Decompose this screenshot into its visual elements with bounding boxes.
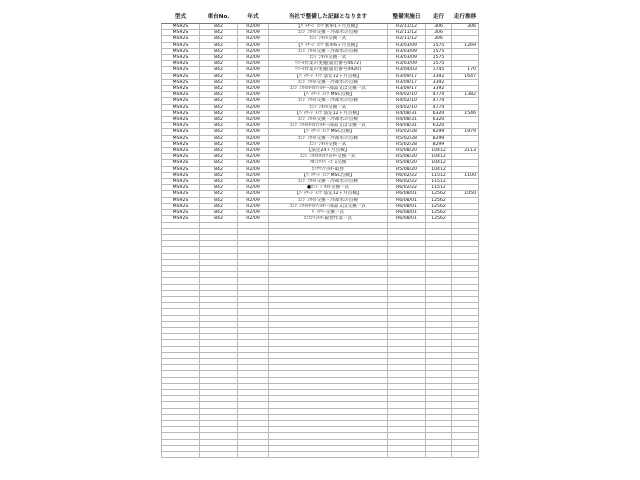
cell-mileage: 8299 xyxy=(426,135,452,141)
maintenance-table xyxy=(161,12,479,458)
cell-model: MS92S xyxy=(162,141,200,147)
cell-year: R2/09 xyxy=(238,210,269,216)
cell-mileage: 8299 xyxy=(426,141,452,147)
empty-cell xyxy=(269,452,388,458)
cell-chassis-no: 842 xyxy=(200,197,238,203)
cell-year: R2/09 xyxy=(238,160,269,166)
cell-year: R2/09 xyxy=(238,30,269,36)
cell-model: MS92S xyxy=(162,98,200,104)
cell-chassis-no: 842 xyxy=(200,179,238,185)
cell-service-date: R3/09/17 xyxy=(388,86,426,92)
cell-service-date: R6/08/01 xyxy=(388,197,426,203)
cell-service-date: R3/03/09 xyxy=(388,55,426,61)
cell-chassis-no: 842 xyxy=(200,160,238,166)
empty-cell xyxy=(452,452,479,458)
cell-year: R2/09 xyxy=(238,79,269,85)
cell-service-date: R4/08/31 xyxy=(388,117,426,123)
cell-year: R2/09 xyxy=(238,135,269,141)
cell-mileage: 8299 xyxy=(426,129,452,135)
cell-year: R2/09 xyxy=(238,166,269,172)
cell-model: MS92S xyxy=(162,36,200,42)
cell-mileage: 11512 xyxy=(426,172,452,178)
cell-year: R2/09 xyxy=(238,48,269,54)
cell-mileage: 12562 xyxy=(426,191,452,197)
cell-chassis-no: 842 xyxy=(200,104,238,110)
cell-service-date: R6/02/22 xyxy=(388,185,426,191)
cell-mileage: 1575 xyxy=(426,42,452,48)
cell-model: MS92S xyxy=(162,197,200,203)
cell-record-note: ﾘｺｰﾙ作業の実施[届出番号4672] xyxy=(269,61,388,67)
cell-record-note: 【ﾊﾟｯｹｰｼﾞﾒﾝﾃ 法定12ヶ月点検】 xyxy=(269,73,388,79)
cell-record-note: ﾌﾛﾝﾄﾜｲﾊﾟｰｺﾞﾑ交換 xyxy=(269,160,388,166)
cell-year: R2/09 xyxy=(238,110,269,116)
cell-chassis-no: 842 xyxy=(200,166,238,172)
cell-year: R2/09 xyxy=(238,67,269,73)
cell-chassis-no: 842 xyxy=(200,203,238,209)
cell-chassis-no: 842 xyxy=(200,55,238,61)
cell-mileage: 10412 xyxy=(426,148,452,154)
cell-model: MS92S xyxy=(162,179,200,185)
header-chassis-no: 車台No. xyxy=(200,12,238,24)
cell-mileage-change: 1382 xyxy=(452,92,479,98)
cell-year: R2/09 xyxy=(238,185,269,191)
cell-year: R2/09 xyxy=(238,179,269,185)
cell-chassis-no: 842 xyxy=(200,135,238,141)
cell-model: MS92S xyxy=(162,79,200,85)
cell-mileage: 1575 xyxy=(426,55,452,61)
cell-record-note: ｴﾝｼﾞﾝｵｲﾙ交換・冷却水の点検 xyxy=(269,98,388,104)
cell-model: MS92S xyxy=(162,55,200,61)
cell-mileage: 10412 xyxy=(426,166,452,172)
cell-chassis-no: 842 xyxy=(200,185,238,191)
cell-record-note: ﾊﾞｯﾃﾘｰ交換一式 xyxy=(269,210,388,216)
header-service-date: 整備実施日 xyxy=(388,12,426,24)
cell-model: MS92S xyxy=(162,30,200,36)
cell-service-date: R5/08/20 xyxy=(388,166,426,172)
cell-mileage: 3392 xyxy=(426,73,452,79)
cell-mileage-change: 1647 xyxy=(452,73,479,79)
cell-record-note: ｴｱｸﾘﾝﾌｨﾙﾀｰ取替 xyxy=(269,166,388,172)
cell-model: MS92S xyxy=(162,160,200,166)
cell-chassis-no: 842 xyxy=(200,123,238,129)
cell-record-note: 【ﾊﾟｯｹｰｼﾞﾒﾝﾃ MSC点検】 xyxy=(269,129,388,135)
cell-model: MS92S xyxy=(162,216,200,222)
cell-service-date: R5/08/20 xyxy=(388,148,426,154)
cell-record-note: 【ﾊﾟｯｹｰｼﾞﾒﾝﾃ MSC点検】 xyxy=(269,92,388,98)
cell-mileage-change: 1269 xyxy=(452,42,479,48)
cell-mileage: 10412 xyxy=(426,160,452,166)
cell-record-note: ｴﾝｼﾞﾝｵｲﾙ交換・冷却水の点検 xyxy=(269,179,388,185)
cell-model: MS92S xyxy=(162,203,200,209)
cell-service-date: R6/08/01 xyxy=(388,203,426,209)
cell-year: R2/09 xyxy=(238,154,269,160)
cell-record-note: ｴﾝｼﾞﾝｵｲﾙ交換・冷却水の点検 xyxy=(269,79,388,85)
cell-mileage-change: 2113 xyxy=(452,148,479,154)
cell-service-date: R3/09/17 xyxy=(388,79,426,85)
cell-year: R2/09 xyxy=(238,191,269,197)
cell-record-note: 【ﾊﾟｯｹｰｼﾞﾒﾝﾃ 新車1ヶ月点検】 xyxy=(269,24,388,30)
cell-service-date: R6/08/01 xyxy=(388,216,426,222)
header-model: 型式 xyxy=(162,12,200,24)
cell-mileage-change: 170 xyxy=(452,67,479,73)
cell-year: R2/09 xyxy=(238,24,269,30)
cell-year: R2/09 xyxy=(238,92,269,98)
cell-chassis-no: 842 xyxy=(200,61,238,67)
cell-model: MS92S xyxy=(162,185,200,191)
cell-record-note: ｴﾝｼﾞﾝｵｲﾙ交換・冷却水の点検 xyxy=(269,48,388,54)
cell-year: R2/09 xyxy=(238,129,269,135)
cell-record-note: ｴﾝｼﾞﾝｵｲﾙ交換・冷却水の点検 xyxy=(269,197,388,203)
cell-chassis-no: 842 xyxy=(200,30,238,36)
cell-chassis-no: 842 xyxy=(200,73,238,79)
cell-record-note: 【ﾊﾟｯｹｰｼﾞﾒﾝﾃ 法定12ヶ月点検】 xyxy=(269,110,388,116)
cell-service-date: R5/08/20 xyxy=(388,154,426,160)
cell-year: R2/09 xyxy=(238,117,269,123)
maintenance-record-sheet xyxy=(161,12,478,458)
cell-record-note: 【ﾊﾟｯｹｰｼﾞﾒﾝﾃ 法定12ヶ月点検】 xyxy=(269,191,388,197)
cell-record-note: ｴﾝｼﾞﾝｵｲﾙ交換・冷却水の点検 xyxy=(269,30,388,36)
cell-year: R2/09 xyxy=(238,141,269,147)
cell-record-note: ｴﾝｼﾞﾝｵｲﾙｵｲﾙﾌｨﾙﾀｰ交換一式 xyxy=(269,154,388,160)
cell-model: MS92S xyxy=(162,154,200,160)
cell-mileage: 12562 xyxy=(426,203,452,209)
cell-chassis-no: 842 xyxy=(200,148,238,154)
cell-service-date: R6/02/22 xyxy=(388,172,426,178)
cell-record-note: ｴﾝｼﾞﾝｵｲﾙｵｲﾙﾌｨﾙﾀｰ･部品又は交換一式 xyxy=(269,123,388,129)
cell-model: MS92S xyxy=(162,135,200,141)
cell-record-note: ｴﾝｼﾞﾝｵｲﾙ交換一式 xyxy=(269,141,388,147)
cell-chassis-no: 842 xyxy=(200,191,238,197)
cell-mileage: 6320 xyxy=(426,117,452,123)
cell-year: R2/09 xyxy=(238,98,269,104)
cell-service-date: R3/03/09 xyxy=(388,61,426,67)
cell-mileage: 4774 xyxy=(426,98,452,104)
cell-mileage: 3392 xyxy=(426,79,452,85)
cell-mileage: 1575 xyxy=(426,61,452,67)
cell-chassis-no: 842 xyxy=(200,129,238,135)
cell-year: R2/09 xyxy=(238,36,269,42)
cell-chassis-no: 842 xyxy=(200,86,238,92)
cell-year: R2/09 xyxy=(238,123,269,129)
cell-record-note: 【法定24ヶ月点検】 xyxy=(269,148,388,154)
cell-mileage-change: 1979 xyxy=(452,129,479,135)
cell-chassis-no: 842 xyxy=(200,141,238,147)
cell-service-date: R6/08/01 xyxy=(388,191,426,197)
cell-year: R2/09 xyxy=(238,73,269,79)
header-mileage: 走行 xyxy=(426,12,452,24)
cell-service-date: R4/08/31 xyxy=(388,110,426,116)
cell-year: R2/09 xyxy=(238,203,269,209)
cell-record-note: ｴﾝｼﾞﾝｵｲﾙ交換一式 xyxy=(269,36,388,42)
cell-year: R2/09 xyxy=(238,42,269,48)
cell-model: MS92S xyxy=(162,191,200,197)
cell-record-note: ｴﾝｼﾞﾝｵｲﾙｵｲﾙﾌｨﾙﾀｰ･部品又は交換一式 xyxy=(269,203,388,209)
cell-year: R2/09 xyxy=(238,55,269,61)
cell-chassis-no: 842 xyxy=(200,117,238,123)
cell-record-note: ｴﾝｼﾞﾝｵｲﾙｵｲﾙﾌｨﾙﾀｰ･部品又は交換一式 xyxy=(269,86,388,92)
cell-model: MS92S xyxy=(162,129,200,135)
cell-record-note: ｴﾝｼﾞﾝｵｲﾙ交換一式 xyxy=(269,55,388,61)
cell-record-note: ｴﾝｼﾞﾝｵｲﾙ交換一式 xyxy=(269,104,388,110)
cell-model: MS92S xyxy=(162,86,200,92)
cell-model: MS92S xyxy=(162,48,200,54)
cell-mileage: 12562 xyxy=(426,216,452,222)
cell-service-date: R5/02/28 xyxy=(388,141,426,147)
empty-cell xyxy=(200,452,238,458)
cell-record-note: ●ｴﾝｼﾞﾝ ｵｲﾙ交換一式 xyxy=(269,185,388,191)
cell-model: MS92S xyxy=(162,123,200,129)
cell-chassis-no: 842 xyxy=(200,154,238,160)
cell-model: MS92S xyxy=(162,104,200,110)
cell-mileage: 6320 xyxy=(426,110,452,116)
cell-record-note: ｴﾝｼﾞﾝｵｲﾙ交換・冷却水の点検 xyxy=(269,117,388,123)
cell-chassis-no: 842 xyxy=(200,42,238,48)
cell-service-date: R5/08/20 xyxy=(388,160,426,166)
cell-year: R2/09 xyxy=(238,86,269,92)
cell-mileage: 4774 xyxy=(426,92,452,98)
cell-service-date: R3/03/09 xyxy=(388,48,426,54)
header-year: 年式 xyxy=(238,12,269,24)
empty-cell xyxy=(426,452,452,458)
table-body xyxy=(162,24,479,458)
cell-model: MS92S xyxy=(162,172,200,178)
cell-chassis-no: 842 xyxy=(200,172,238,178)
cell-mileage: 1745 xyxy=(426,67,452,73)
cell-year: R2/09 xyxy=(238,104,269,110)
cell-mileage: 10412 xyxy=(426,154,452,160)
cell-mileage: 306 xyxy=(426,36,452,42)
cell-model: MS92S xyxy=(162,148,200,154)
cell-chassis-no: 842 xyxy=(200,110,238,116)
empty-cell xyxy=(388,452,426,458)
cell-mileage: 11512 xyxy=(426,185,452,191)
cell-model: MS92S xyxy=(162,92,200,98)
cell-service-date: R5/02/28 xyxy=(388,135,426,141)
cell-model: MS92S xyxy=(162,210,200,216)
cell-service-date: R2/11/12 xyxy=(388,30,426,36)
cell-service-date: R6/08/01 xyxy=(388,210,426,216)
header-mileage-change: 走行推移 xyxy=(452,12,479,24)
header-record-note: 当社で整備した記録となります xyxy=(269,12,388,24)
cell-service-date: R3/09/17 xyxy=(388,73,426,79)
cell-service-date: R5/02/28 xyxy=(388,129,426,135)
cell-model: MS92S xyxy=(162,67,200,73)
cell-chassis-no: 842 xyxy=(200,36,238,42)
cell-chassis-no: 842 xyxy=(200,24,238,30)
cell-chassis-no: 842 xyxy=(200,79,238,85)
cell-mileage: 4774 xyxy=(426,104,452,110)
cell-mileage: 306 xyxy=(426,24,452,30)
cell-record-note: 【ﾊﾟｯｹｰｼﾞﾒﾝﾃ MSC点検】 xyxy=(269,172,388,178)
cell-service-date: R3/04/03 xyxy=(388,67,426,73)
cell-model: MS92S xyxy=(162,117,200,123)
cell-mileage: 12562 xyxy=(426,197,452,203)
cell-service-date: R6/02/22 xyxy=(388,179,426,185)
cell-year: R2/09 xyxy=(238,148,269,154)
cell-service-date: R2/11/12 xyxy=(388,24,426,30)
cell-record-note: ﾘｺｰﾙ作業の実施[届出番号4920] xyxy=(269,67,388,73)
cell-year: R2/09 xyxy=(238,216,269,222)
cell-year: R2/09 xyxy=(238,61,269,67)
cell-mileage: 11512 xyxy=(426,179,452,185)
cell-mileage: 3392 xyxy=(426,86,452,92)
header-row xyxy=(162,12,479,24)
cell-mileage: 6320 xyxy=(426,123,452,129)
cell-model: MS92S xyxy=(162,110,200,116)
cell-record-note: 【ﾊﾟｯｹｰｼﾞﾒﾝﾃ 新車6ヶ月点検】 xyxy=(269,42,388,48)
cell-service-date: R4/02/10 xyxy=(388,104,426,110)
cell-record-note: ｴﾝｼﾞﾝｵｲﾙ交換・冷却水の点検 xyxy=(269,135,388,141)
cell-year: R2/09 xyxy=(238,197,269,203)
cell-model: MS92S xyxy=(162,73,200,79)
cell-model: MS92S xyxy=(162,61,200,67)
empty-row xyxy=(162,452,479,458)
cell-chassis-no: 842 xyxy=(200,67,238,73)
cell-model: MS92S xyxy=(162,42,200,48)
cell-service-date: R4/02/10 xyxy=(388,98,426,104)
cell-chassis-no: 842 xyxy=(200,92,238,98)
cell-chassis-no: 842 xyxy=(200,98,238,104)
cell-chassis-no: 842 xyxy=(200,210,238,216)
cell-mileage-change: 1100 xyxy=(452,172,479,178)
cell-mileage-change: 1050 xyxy=(452,191,479,197)
cell-mileage: 1575 xyxy=(426,48,452,54)
empty-cell xyxy=(238,452,269,458)
cell-mileage: 12562 xyxy=(426,210,452,216)
cell-record-note: ｴｱｺﾝﾌｨﾙﾀｰ取替作業一式 xyxy=(269,216,388,222)
cell-model: MS92S xyxy=(162,166,200,172)
cell-mileage-change: 306 xyxy=(452,24,479,30)
cell-model: MS92S xyxy=(162,24,200,30)
cell-year: R2/09 xyxy=(238,172,269,178)
cell-chassis-no: 842 xyxy=(200,216,238,222)
empty-cell xyxy=(162,452,200,458)
cell-service-date: R3/03/09 xyxy=(388,42,426,48)
cell-mileage: 306 xyxy=(426,30,452,36)
cell-mileage-change: 1546 xyxy=(452,110,479,116)
cell-service-date: R2/11/12 xyxy=(388,36,426,42)
cell-service-date: R4/08/31 xyxy=(388,123,426,129)
cell-chassis-no: 842 xyxy=(200,48,238,54)
cell-service-date: R4/02/10 xyxy=(388,92,426,98)
